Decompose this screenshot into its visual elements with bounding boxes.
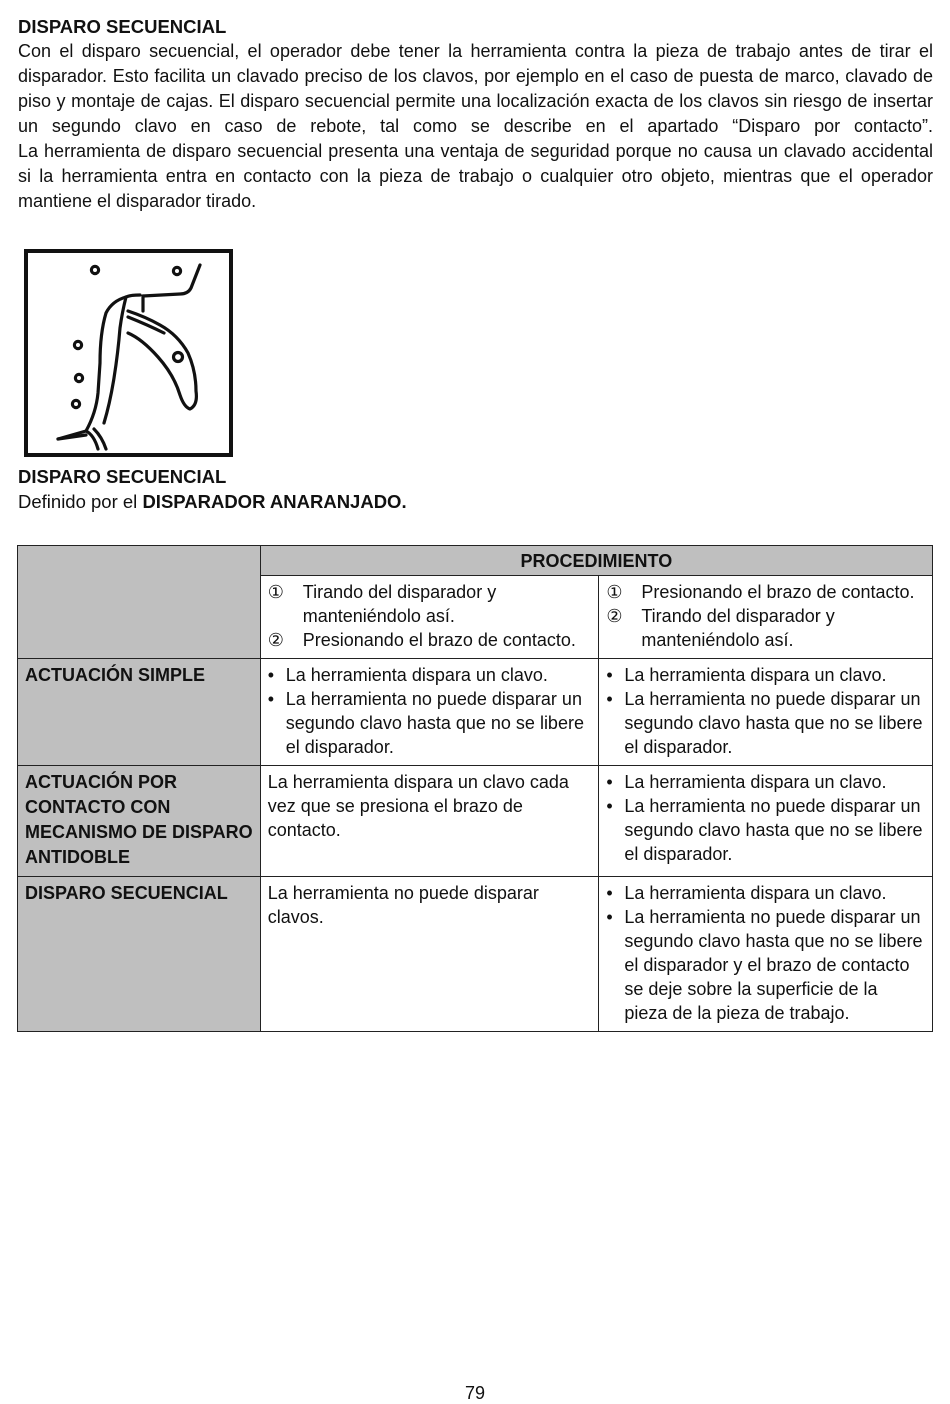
step-number: ①: [267, 582, 284, 602]
caption-prefix: Definido por el: [18, 491, 143, 512]
row-col2: [599, 766, 933, 877]
step-text: Presionando el brazo de contacto.: [641, 582, 915, 602]
intro-paragraph-2: La herramienta de disparo secuencial presenta una ventaja de seguridad porque no causa un clavado accidental si la herramienta entra en contacto con la pieza de trabajo o cualquier otro objeto, mientras que el operador mantiene el disparador tirado.: [18, 141, 933, 211]
row-label: ACTUACIÓN POR CONTACTO CON MECANISMO DE DISPARO ANTIDOBLE: [18, 766, 261, 877]
bullet-item: [606, 770, 925, 794]
bullet-text: La herramienta dispara un clavo.: [624, 883, 887, 903]
section-title: DISPARO SECUENCIAL: [18, 16, 227, 37]
step: [606, 580, 925, 604]
bullet-text: La herramienta dispara un clavo.: [624, 772, 887, 792]
table-row: [18, 877, 933, 1032]
bullet-item: [606, 794, 925, 866]
bullet-item: [606, 881, 925, 905]
bullet-glyph: •: [267, 689, 275, 709]
intro-paragraph-1: Con el disparo secuencial, el operador debe tener la herramienta contra la pieza de trabajo antes de tirar el disparador. Esto facilita un clavado preciso de los clavos, por ejemplo en el caso de puesta de marco, clavado de piso y montaje de cajas. El disparo secuencial permite una localización exacta de los clavos sin riesgo de insertar un segundo clavo en caso de rebote, tal como se describe en el apartado “Disparo por contacto”.: [18, 41, 933, 136]
step: [268, 580, 592, 628]
bullet-glyph: •: [606, 883, 613, 903]
caption-line: [18, 489, 407, 514]
row-col2: [599, 877, 933, 1032]
step: [268, 628, 592, 652]
step-text: Tirando del disparador y manteniéndolo así.: [302, 582, 497, 626]
bullet-item: [268, 663, 592, 687]
row-col1: La herramienta no puede disparar clavos.: [260, 877, 599, 1032]
trigger-hand-icon: [24, 249, 233, 457]
table-header-row: [18, 546, 933, 576]
step-number: ②: [267, 630, 284, 650]
step-text: Tirando del disparador y manteniéndolo así.: [641, 606, 835, 650]
caption-bold: DISPARADOR ANARANJADO.: [142, 491, 407, 512]
procedure-header: PROCEDIMIENTO: [260, 546, 932, 576]
bullet-text: La herramienta dispara un clavo.: [285, 665, 548, 685]
bullet-text: La herramienta no puede disparar un segundo clavo hasta que no se libere el disparador.: [624, 689, 923, 757]
bullet-glyph: •: [606, 796, 613, 816]
column-1-steps: [260, 576, 599, 659]
bullet-glyph: •: [267, 665, 275, 685]
row-col1: La herramienta dispara un clavo cada vez que se presiona el brazo de contacto.: [260, 766, 599, 877]
bullet-glyph: •: [606, 665, 613, 685]
row-col2: [599, 659, 933, 766]
intro-text: [18, 39, 933, 214]
bullet-glyph: •: [606, 689, 613, 709]
column-2-steps: [599, 576, 933, 659]
table-corner-cell: [18, 546, 261, 659]
bullet-item: [606, 663, 925, 687]
bullet-text: La herramienta no puede disparar un segundo clavo hasta que no se libere el disparador y el brazo de contacto se deje sobre la superficie de la pieza de la pieza de trabajo.: [624, 907, 923, 1023]
bullet-item: [606, 905, 925, 1025]
bullet-glyph: •: [606, 907, 613, 927]
page-number: 79: [464, 1383, 486, 1403]
table-row: [18, 766, 933, 877]
caption-title: DISPARO SECUENCIAL: [18, 466, 227, 487]
step-number: ①: [606, 582, 623, 602]
bullet-glyph: •: [606, 772, 613, 792]
row-label: DISPARO SECUENCIAL: [18, 877, 261, 1032]
step: [606, 604, 925, 652]
table-row: [18, 659, 933, 766]
row-col1: [260, 659, 599, 766]
bullet-item: [606, 687, 925, 759]
step-number: ②: [606, 606, 623, 626]
row-label: ACTUACIÓN SIMPLE: [18, 659, 261, 766]
procedure-table: [17, 545, 933, 1032]
bullet-text: La herramienta no puede disparar un segundo clavo hasta que no se libere el disparador.: [285, 689, 584, 757]
bullet-text: La herramienta dispara un clavo.: [624, 665, 887, 685]
bullet-text: La herramienta no puede disparar un segundo clavo hasta que no se libere el disparador.: [624, 796, 923, 864]
step-text: Presionando el brazo de contacto.: [302, 630, 576, 650]
bullet-item: [268, 687, 592, 759]
